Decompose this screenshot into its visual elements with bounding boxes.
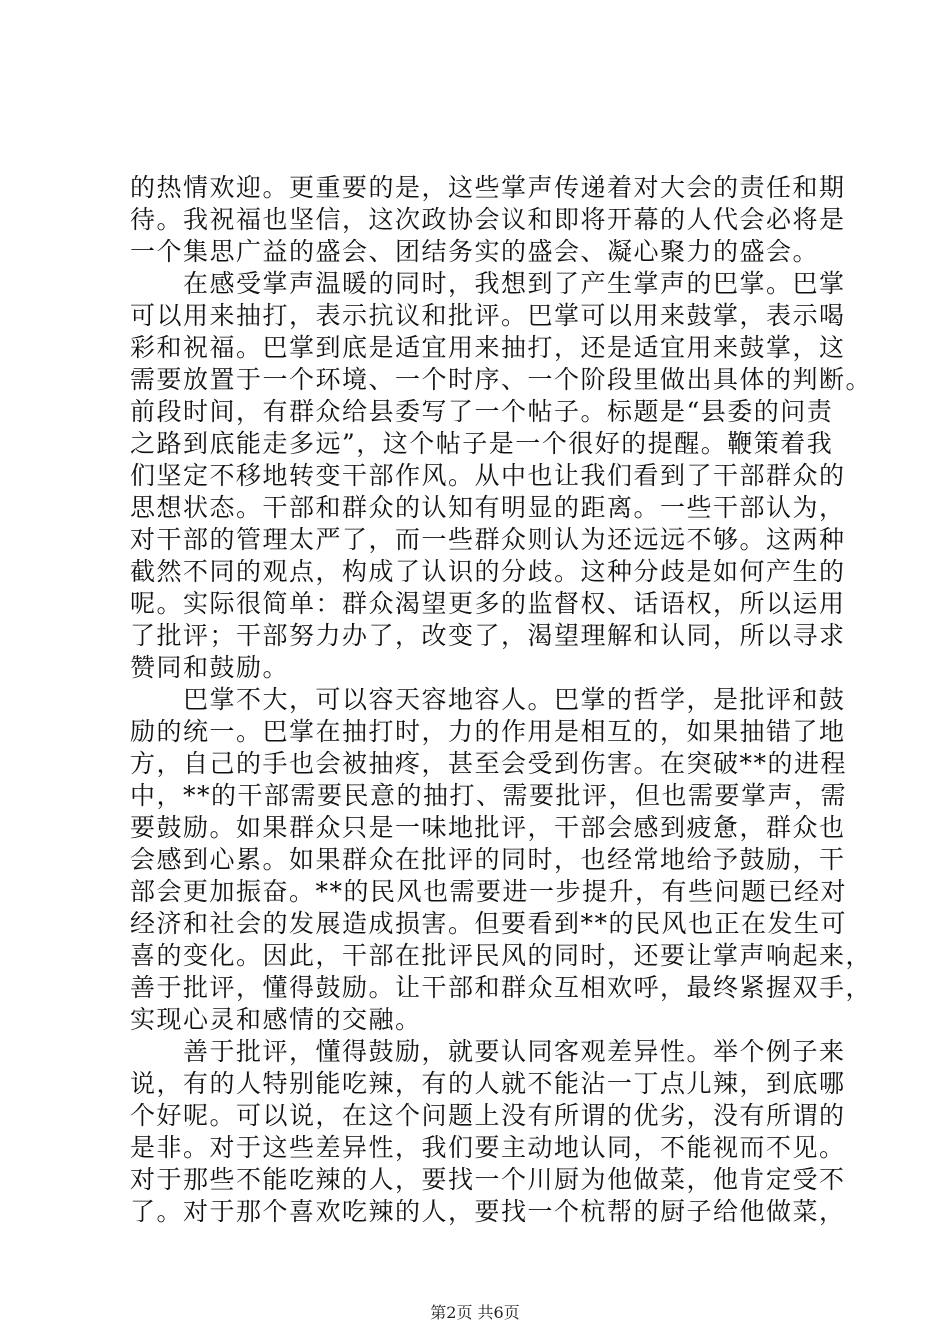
text-line: 思想状态。干部和群众的认知有明显的距离。一些干部认为， (130, 493, 846, 522)
text-line: 了批评；干部努力办了，改变了，渴望理解和认同，所以寻求 (130, 621, 846, 650)
text-line: 中，**的干部需要民意的抽打、需要批评，但也需要掌声，需 (130, 781, 848, 810)
text-line: 实现心灵和感情的交融。 (130, 1005, 422, 1034)
text-line: 要鼓励。如果群众只是一味地批评，干部会感到疲惫，群众也 (130, 813, 846, 842)
text-line: 之路到底能走多远”，这个帖子是一个很好的提醒。鞭策着我 (130, 429, 834, 458)
text-line: 会感到心累。如果群众在批评的同时，也经常地给予鼓励，干 (130, 845, 846, 874)
text-line: 经济和社会的发展造成损害。但要看到**的民风也正在发生可 (130, 909, 848, 938)
text-line: 了。对于那个喜欢吃辣的人，要找一个杭帮的厨子给他做菜， (130, 1197, 846, 1226)
text-line: 巴掌不大，可以容天容地容人。巴掌的哲学，是批评和鼓 (130, 685, 846, 714)
body-text (130, 172, 873, 1228)
text-line: 是非。对于这些差异性，我们要主动地认同，不能视而不见。 (130, 1133, 846, 1162)
text-line: 彩和祝福。巴掌到底是适宜用来抽打，还是适宜用来鼓掌，这 (130, 333, 846, 362)
text-line: 前段时间，有群众给县委写了一个帖子。标题是“县委的问责 (130, 397, 834, 426)
text-line: 个好呢。可以说，在这个问题上没有所谓的优劣，没有所谓的 (130, 1101, 846, 1130)
text-line: 说，有的人特别能吃辣，有的人就不能沾一丁点儿辣，到底哪 (130, 1069, 846, 1098)
text-line: 在感受掌声温暖的同时，我想到了产生掌声的巴掌。巴掌 (130, 269, 846, 298)
text-line: 对干部的管理太严了，而一些群众则认为还远远不够。这两种 (130, 525, 846, 554)
page-footer: 第2页 共6页 (430, 1303, 520, 1322)
text-line: 呢。实际很简单：群众渴望更多的监督权、话语权，所以运用 (130, 589, 846, 618)
text-line: 赞同和鼓励。 (130, 653, 290, 682)
text-line: 可以用来抽打，表示抗议和批评。巴掌可以用来鼓掌，表示喝 (130, 301, 846, 330)
text-line: 们坚定不移地转变干部作风。从中也让我们看到了干部群众的 (130, 461, 846, 490)
text-line: 的热情欢迎。更重要的是，这些掌声传递着对大会的责任和期 (130, 173, 846, 202)
text-line: 部会更加振奋。**的民风也需要进一步提升，有些问题已经对 (130, 877, 848, 906)
text-line: 善于批评，懂得鼓励。让干部和群众互相欢呼，最终紧握双手， (130, 973, 873, 1002)
text-line: 励的统一。巴掌在抽打时，力的作用是相互的，如果抽错了地 (130, 717, 846, 746)
text-line: 一个集思广益的盛会、团结务实的盛会、凝心聚力的盛会。 (130, 237, 820, 266)
text-line: 喜的变化。因此，干部在批评民风的同时，还要让掌声响起来， (130, 941, 873, 970)
text-line: 善于批评，懂得鼓励，就要认同客观差异性。举个例子来 (130, 1037, 846, 1066)
text-line: 需要放置于一个环境、一个时序、一个阶段里做出具体的判断。 (130, 365, 873, 394)
text-line: 截然不同的观点，构成了认识的分歧。这种分歧是如何产生的 (130, 557, 846, 586)
text-line: 对于那些不能吃辣的人，要找一个川厨为他做菜，他肯定受不 (130, 1165, 846, 1194)
text-line: 待。我祝福也坚信，这次政协会议和即将开幕的人代会必将是 (130, 205, 846, 234)
text-line: 方，自己的手也会被抽疼，甚至会受到伤害。在突破**的进程 (130, 749, 848, 778)
